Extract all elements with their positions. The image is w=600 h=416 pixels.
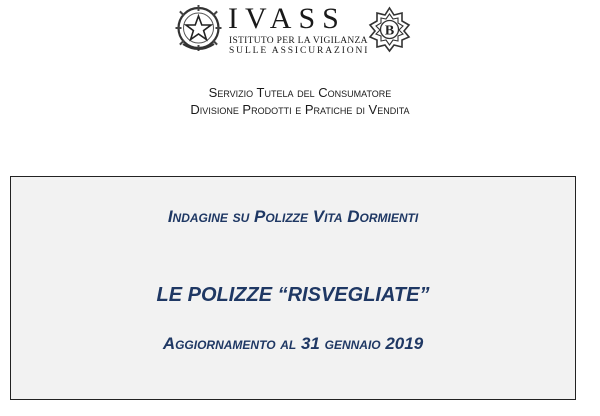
update-note: Aggiornamento al 31 gennaio 2019 xyxy=(162,334,424,353)
brand-name: IVASS xyxy=(228,2,346,35)
brand-subtitle-line1: ISTITUTO PER LA VIGILANZA xyxy=(229,36,368,46)
brand-subtitle-line2: SULLE ASSICURAZIONI xyxy=(229,46,370,56)
italian-republic-emblem-icon xyxy=(175,4,222,54)
department-line2: Divisione Prodotti e Pratiche di Vendita xyxy=(190,102,410,117)
title-box xyxy=(10,176,576,400)
survey-title: Indagine su Polizze Vita Dormienti xyxy=(167,207,419,226)
headline: LE POLIZZE “RISVEGLIATE” xyxy=(156,284,430,306)
department-line1: Servizio Tutela del Consumatore xyxy=(208,85,392,100)
header-logos xyxy=(0,0,600,62)
svg-text:B: B xyxy=(384,23,395,39)
banca-d-italia-logo-icon xyxy=(366,5,413,53)
ivass-brand xyxy=(228,2,370,58)
